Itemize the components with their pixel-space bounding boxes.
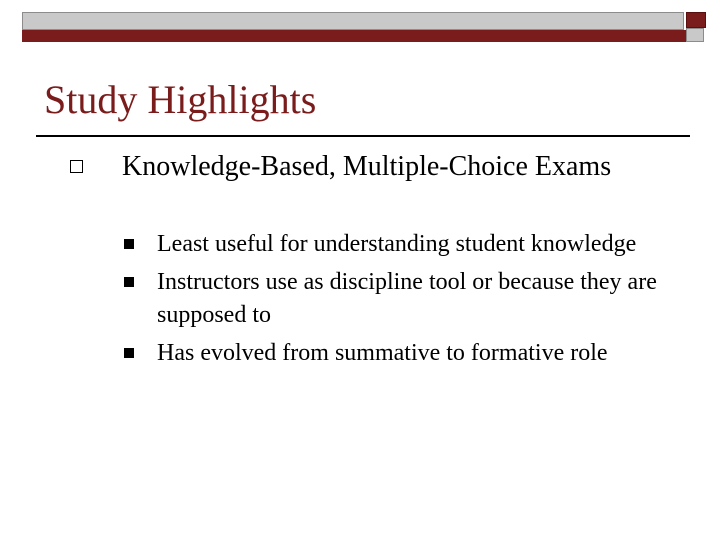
top-band-red-bar (22, 30, 688, 42)
hollow-square-bullet-icon (70, 160, 83, 173)
sub-bullet-item (124, 228, 684, 261)
corner-decoration (686, 12, 706, 40)
filled-square-bullet-icon (124, 239, 134, 249)
sub-bullet-text: Instructors use as discipline tool or because they are supposed to (157, 269, 657, 328)
corner-grey-square (686, 28, 704, 42)
main-bullet-text: Knowledge-Based, Multiple-Choice Exams (122, 151, 612, 182)
sub-bullet-list (124, 228, 684, 375)
top-decorative-band (22, 12, 688, 40)
sub-bullet-item (124, 337, 684, 370)
corner-red-square (686, 12, 706, 28)
sub-bullet-text: Has evolved from summative to formative role (157, 340, 608, 366)
filled-square-bullet-icon (124, 277, 134, 287)
filled-square-bullet-icon (124, 348, 134, 358)
slide-title: Study Highlights (44, 77, 317, 122)
sub-bullet-text: Least useful for understanding student knowledge (157, 231, 637, 257)
sub-bullet-item (124, 266, 684, 332)
title-divider (36, 135, 690, 137)
top-band-grey-bar (22, 12, 684, 30)
